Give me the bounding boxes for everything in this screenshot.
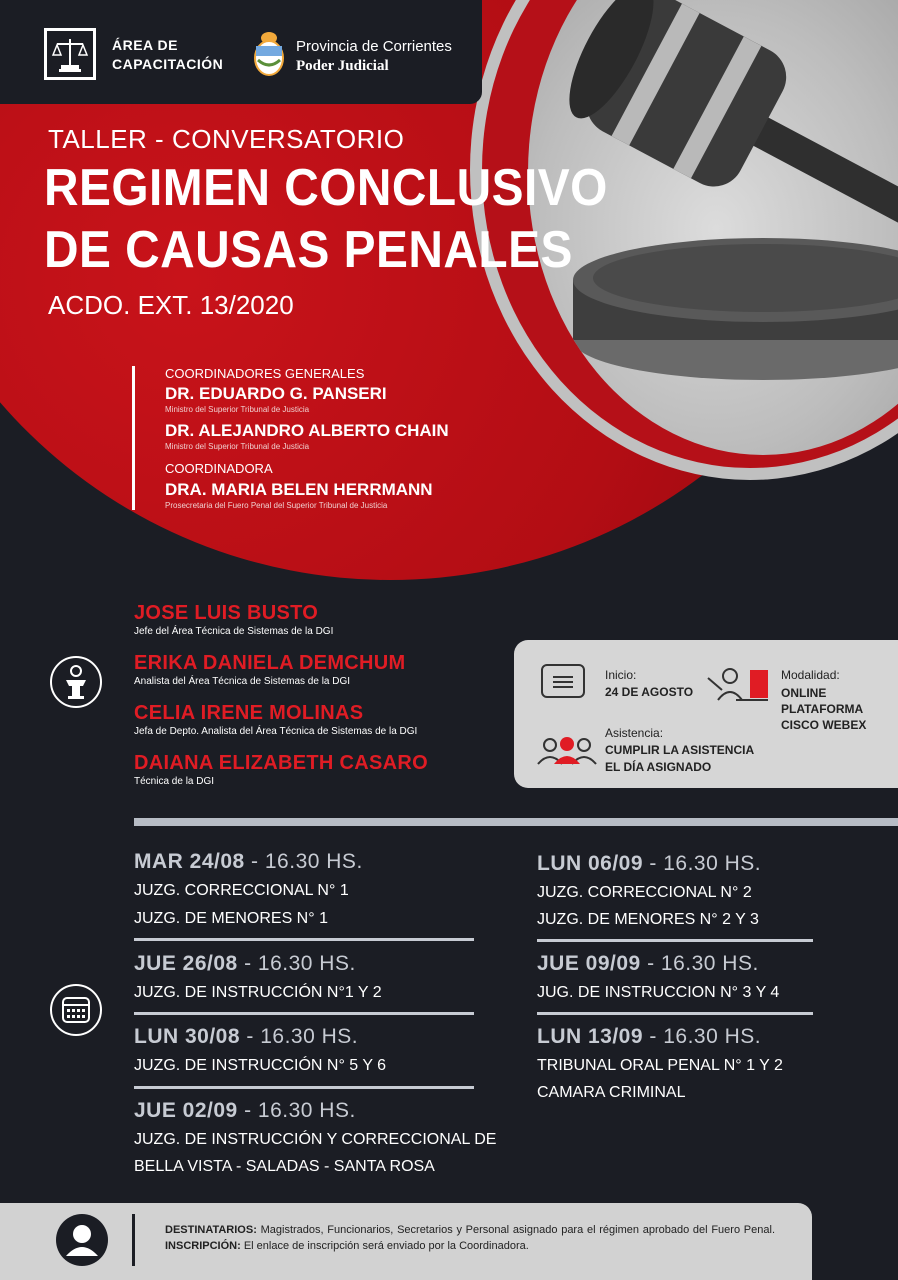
schedule-date (537, 852, 761, 876)
schedule-court: JUZG. DE MENORES N° 1 (134, 910, 328, 927)
calendar-icon (50, 984, 102, 1036)
speaker-name: DAIANA ELIZABETH CASARO (134, 752, 428, 774)
judicial-power-label: Poder Judicial (296, 58, 389, 74)
schedule-separator (537, 939, 813, 942)
schedule-date (134, 850, 363, 874)
page-title-line2: DE CAUSAS PENALES (44, 221, 573, 279)
schedule-court: JUZG. DE MENORES N° 2 Y 3 (537, 911, 759, 928)
schedule-time: - 16.30 HS. (244, 850, 363, 873)
area-title (112, 36, 223, 74)
schedule-date (134, 1099, 356, 1123)
scales-icon (44, 28, 96, 80)
schedule-court: BELLA VISTA - SALADAS - SANTA ROSA (134, 1158, 435, 1175)
provincial-seal-icon (252, 30, 286, 78)
schedule-time: - 16.30 HS. (240, 1025, 359, 1048)
province-name: Provincia de Corrientes (296, 38, 452, 55)
area-line1: ÁREA DE (112, 37, 178, 53)
schedule-court: TRIBUNAL ORAL PENAL N° 1 Y 2 (537, 1057, 783, 1074)
schedule-time: - 16.30 HS. (237, 952, 356, 975)
agreement-reference: ACDO. EXT. 13/2020 (48, 290, 294, 320)
schedule-separator (134, 938, 474, 941)
schedule-separator (134, 1086, 474, 1089)
start-date: 24 DE AGOSTO (605, 685, 694, 699)
schedule-date (134, 1025, 358, 1049)
schedule-court: JUZG. DE INSTRUCCIÓN Y CORRECCIONAL DE (134, 1131, 497, 1148)
start-label: Inicio: (605, 668, 637, 682)
schedule-day: MAR 24/08 (134, 850, 245, 873)
schedule-court: JUZG. CORRECCIONAL N° 1 (134, 882, 349, 899)
coordinator-name: DR. EDUARDO G. PANSERI (165, 384, 387, 403)
schedule-court: CAMARA CRIMINAL (537, 1084, 686, 1101)
speaker-role: Jefa de Depto. Analista del Área Técnica de Sistemas de la DGI (134, 726, 418, 737)
schedule-separator (134, 1012, 474, 1015)
recipients-text: Magistrados, Funcionarios, Secretarios y Personal asignado para el régimen aprobado del Fuero Penal. (256, 1224, 775, 1236)
modality-line: PLATAFORMA (781, 702, 864, 716)
schedule-separator (537, 1012, 813, 1015)
schedule-time: - 16.30 HS. (237, 1099, 356, 1122)
schedule-time: - 16.30 HS. (643, 1025, 762, 1048)
attendance-label: Asistencia: (605, 726, 664, 740)
footer-text (165, 1222, 775, 1254)
speaker-role: Técnica de la DGI (134, 776, 215, 787)
coordinator-role: Prosecretaria del Fuero Penal del Superior Tribunal de Justicia (165, 501, 388, 510)
schedule-time: - 16.30 HS. (643, 852, 762, 875)
schedule-date (537, 1025, 761, 1049)
schedule-court: JUZG. CORRECCIONAL N° 2 (537, 884, 752, 901)
event-kicker: TALLER - CONVERSATORIO (48, 124, 405, 154)
schedule-court: JUZG. DE INSTRUCCIÓN N°1 Y 2 (134, 984, 382, 1001)
group-icon (536, 736, 598, 766)
schedule-day: LUN 06/09 (537, 852, 644, 875)
schedule-date (537, 952, 759, 976)
coordinator-role: Ministro del Superior Tribunal de Justicia (165, 442, 310, 451)
speaker-name: JOSE LUIS BUSTO (134, 602, 319, 624)
speaker-role: Analista del Área Técnica de Sistemas de la DGI (134, 676, 351, 687)
attendance-line: EL DÍA ASIGNADO (605, 760, 712, 774)
speaker-name: CELIA IRENE MOLINAS (134, 702, 364, 724)
speaker-name: ERIKA DANIELA DEMCHUM (134, 652, 406, 674)
general-coordinators-label: COORDINADORES GENERALES (165, 366, 365, 381)
coordinator-name: DR. ALEJANDRO ALBERTO CHAIN (165, 421, 449, 440)
document-icon (541, 664, 585, 698)
speaker-role: Jefe del Área Técnica de Sistemas de la DGI (134, 626, 334, 637)
schedule-day: JUE 09/09 (537, 952, 641, 975)
coordinator-role: Ministro del Superior Tribunal de Justicia (165, 405, 310, 414)
page-title-line1: REGIMEN CONCLUSIVO (44, 159, 608, 217)
schedule-time: - 16.30 HS. (640, 952, 759, 975)
coordinator-name: DRA. MARIA BELEN HERRMANN (165, 480, 433, 499)
presenter-screen-icon (706, 666, 770, 702)
footer-divider (132, 1214, 135, 1266)
schedule-day: JUE 26/08 (134, 952, 238, 975)
coordinator-label: COORDINADORA (165, 461, 273, 476)
person-icon (56, 1214, 108, 1266)
schedule-day: LUN 30/08 (134, 1025, 241, 1048)
attendance-line: CUMPLIR LA ASISTENCIA (605, 743, 755, 757)
schedule-court: JUG. DE INSTRUCCION N° 3 Y 4 (537, 984, 780, 1001)
modality-label: Modalidad: (781, 668, 840, 682)
speaker-podium-icon (50, 656, 102, 708)
coordinators-divider (132, 366, 135, 510)
recipients-label: DESTINATARIOS: (165, 1224, 257, 1236)
area-line2: CAPACITACIÓN (112, 56, 224, 72)
section-divider (134, 818, 898, 826)
schedule-date (134, 952, 356, 976)
schedule-day: JUE 02/09 (134, 1099, 238, 1122)
modality-line: ONLINE (781, 686, 827, 700)
registration-label: INSCRIPCIÓN: (165, 1240, 241, 1252)
registration-text: El enlace de inscripción será enviado por la Coordinadora. (240, 1240, 529, 1252)
modality-line: CISCO WEBEX (781, 718, 867, 732)
schedule-court: JUZG. DE INSTRUCCIÓN N° 5 Y 6 (134, 1057, 387, 1074)
schedule-day: LUN 13/09 (537, 1025, 644, 1048)
